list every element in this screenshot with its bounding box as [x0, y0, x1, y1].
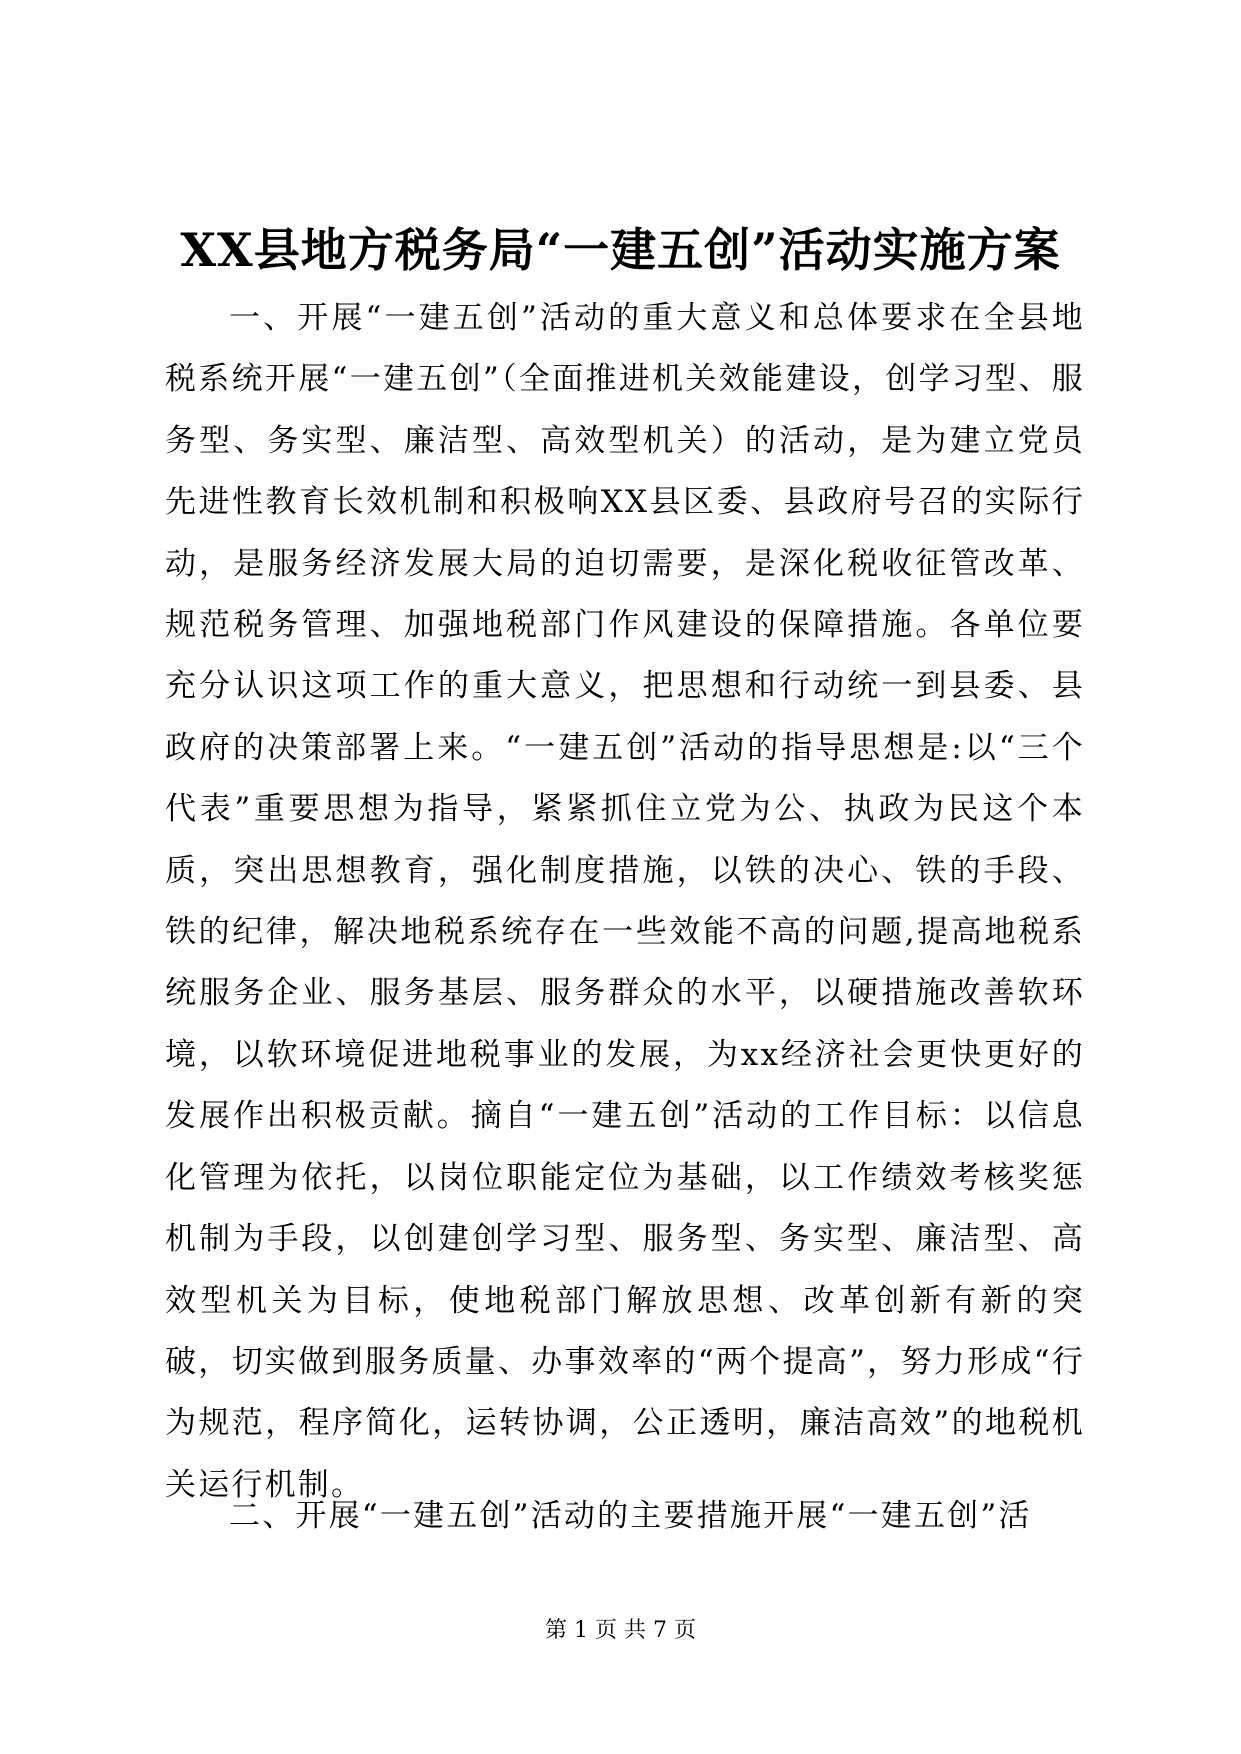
paragraph-1: 一、开展“一建五创”活动的重大意义和总体要求在全县地税系统开展“一建五创”（全面推进机关效能建设，创学习型、服务型、务实型、廉洁型、高效型机关）的活动，是为建立党员先进性教育长效机制和积极响XX县区委、县政府号召的实际行动，是服务经济发展大局的迫切需要，是深化税收征管改革、规范税务管理、加强地税部门作风建设的保障措施。各单位要充分认识这项工作的重大意义，把思想和行动统一到县委、县政府的决策部署上来。“一建五创”活动的指导思想是:以“三个代表”重要思想为指导，紧紧抓住立党为公、执政为民这个本质，突出思想教育，强化制度措施，以铁的决心、铁的手段、铁的纪律，解决地税系统存在一些效能不高的问题,提高地税系统服务企业、服务基层、服务群众的水平，以硬措施改善软环境，以软环境促进地税事业的发展，为xx经济社会更快更好的发展作出积极贡献。摘自“一建五创”活动的工作目标：以信息化管理为依托，以岗位职能定位为基础，以工作绩效考核奖惩机制为手段，以创建创学习型、服务型、务实型、廉洁型、高效型机关为目标，使地税部门解放思想、改革创新有新的突破，切实做到服务质量、办事效率的“两个提高”，努力形成“行为规范，程序简化，运转协调，公正透明，廉洁高效”的地税机关运行机制。 — [165, 300, 1085, 1503]
page-indicator: 第 1 页 共 7 页 — [545, 1618, 696, 1643]
document-title: XX县地方税务局“一建五创”活动实施方案 — [180, 223, 1061, 277]
paragraph-2: 二、开展“一建五创”活动的主要措施开展“一建五创”活 — [229, 1498, 1032, 1534]
